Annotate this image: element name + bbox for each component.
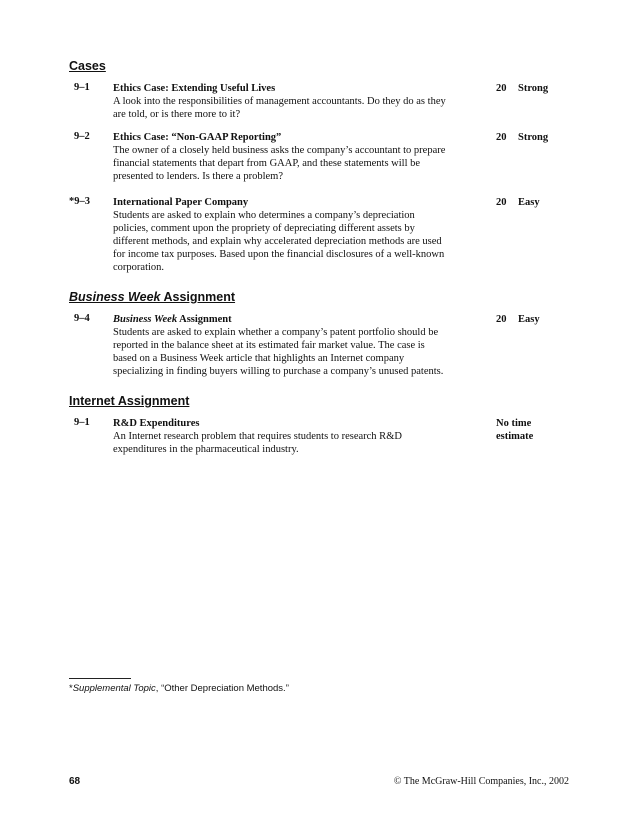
entry-number: 9–1 (74, 82, 90, 93)
description-line: presented to lenders. Is there a problem? (113, 171, 283, 182)
footnote-italic-part: Supplemental Topic (72, 683, 156, 694)
description-line: for income tax purposes. Based upon the financial disclosures of a well-known (113, 249, 445, 260)
entry-description (113, 209, 481, 274)
entry-time: 20 (496, 197, 507, 208)
section-heading-business-week (69, 290, 235, 304)
entry-difficulty: Strong (518, 132, 549, 143)
description-line: based on a Business Week article that highlights an Internet company (113, 353, 405, 364)
entry-body (113, 131, 481, 183)
entry-time (496, 417, 556, 443)
footnote (69, 683, 289, 694)
section-heading-internet: Internet Assignment (69, 394, 190, 408)
description-line: reported in the balance sheet at its estimated fair market value. The case is (113, 340, 425, 351)
entry-title: Ethics Case: “Non-GAAP Reporting” (113, 132, 282, 143)
footnote-rest-part: , “Other Depreciation Methods.” (155, 683, 289, 694)
entry-difficulty: Easy (518, 314, 540, 325)
entry-description (113, 430, 481, 456)
entry-difficulty: Strong (518, 83, 549, 94)
entry-time: 20 (496, 314, 507, 325)
description-line: Students are asked to explain who determines a company’s depreciation (113, 210, 415, 221)
description-line: A look into the responsibilities of management accountants. Do they do as they (113, 96, 446, 107)
entry-title: R&D Expenditures (113, 418, 200, 429)
footnote-marker: * (69, 683, 73, 694)
description-line: An Internet research problem that requires students to research R&D (113, 431, 402, 442)
footnote-rule (69, 678, 131, 679)
time-line: No time (496, 418, 532, 429)
entry-number: 9–4 (74, 313, 90, 324)
title-italic-part: Business Week (113, 314, 178, 325)
section-heading-cases: Cases (69, 59, 106, 73)
entry-title: Ethics Case: Extending Useful Lives (113, 83, 276, 94)
description-line: are told, or is there more to it? (113, 109, 241, 120)
entry-body (113, 417, 481, 456)
entry-body (113, 313, 481, 378)
description-line: expenditures in the pharmaceutical industry. (113, 444, 299, 455)
description-line: financial statements that depart from GAAP, and these statements will be (113, 158, 421, 169)
entry-description (113, 326, 481, 378)
entry-title: International Paper Company (113, 197, 249, 208)
entry-description (113, 95, 481, 121)
entry-number: *9–3 (69, 196, 90, 207)
description-line: policies, comment upon the propriety of depreciating different assets by (113, 223, 415, 234)
entry-body (113, 82, 481, 121)
entry-title (113, 313, 481, 326)
entry-description (113, 144, 481, 183)
description-line: corporation. (113, 262, 165, 273)
description-line: different methods, and explain why accelerated depreciation methods are used (113, 236, 442, 247)
entry-time: 20 (496, 83, 507, 94)
copyright-notice: © The McGraw-Hill Companies, Inc., 2002 (393, 776, 569, 787)
entry-difficulty: Easy (518, 197, 540, 208)
entry-time: 20 (496, 132, 507, 143)
description-line: The owner of a closely held business asks the company’s accountant to prepare (113, 145, 446, 156)
description-line: Students are asked to explain whether a company’s patent portfolio should be (113, 327, 439, 338)
heading-italic-part: Business Week (69, 290, 161, 304)
title-rest-part: Assignment (177, 314, 232, 325)
time-line: estimate (496, 431, 534, 442)
heading-rest-part: Assignment (160, 290, 236, 304)
entry-number: 9–2 (74, 131, 90, 142)
page-number: 68 (69, 776, 81, 787)
entry-body (113, 196, 481, 274)
description-line: specializing in finding buyers willing to purchase a company’s unused patents. (113, 366, 444, 377)
entry-number: 9–1 (74, 417, 90, 428)
